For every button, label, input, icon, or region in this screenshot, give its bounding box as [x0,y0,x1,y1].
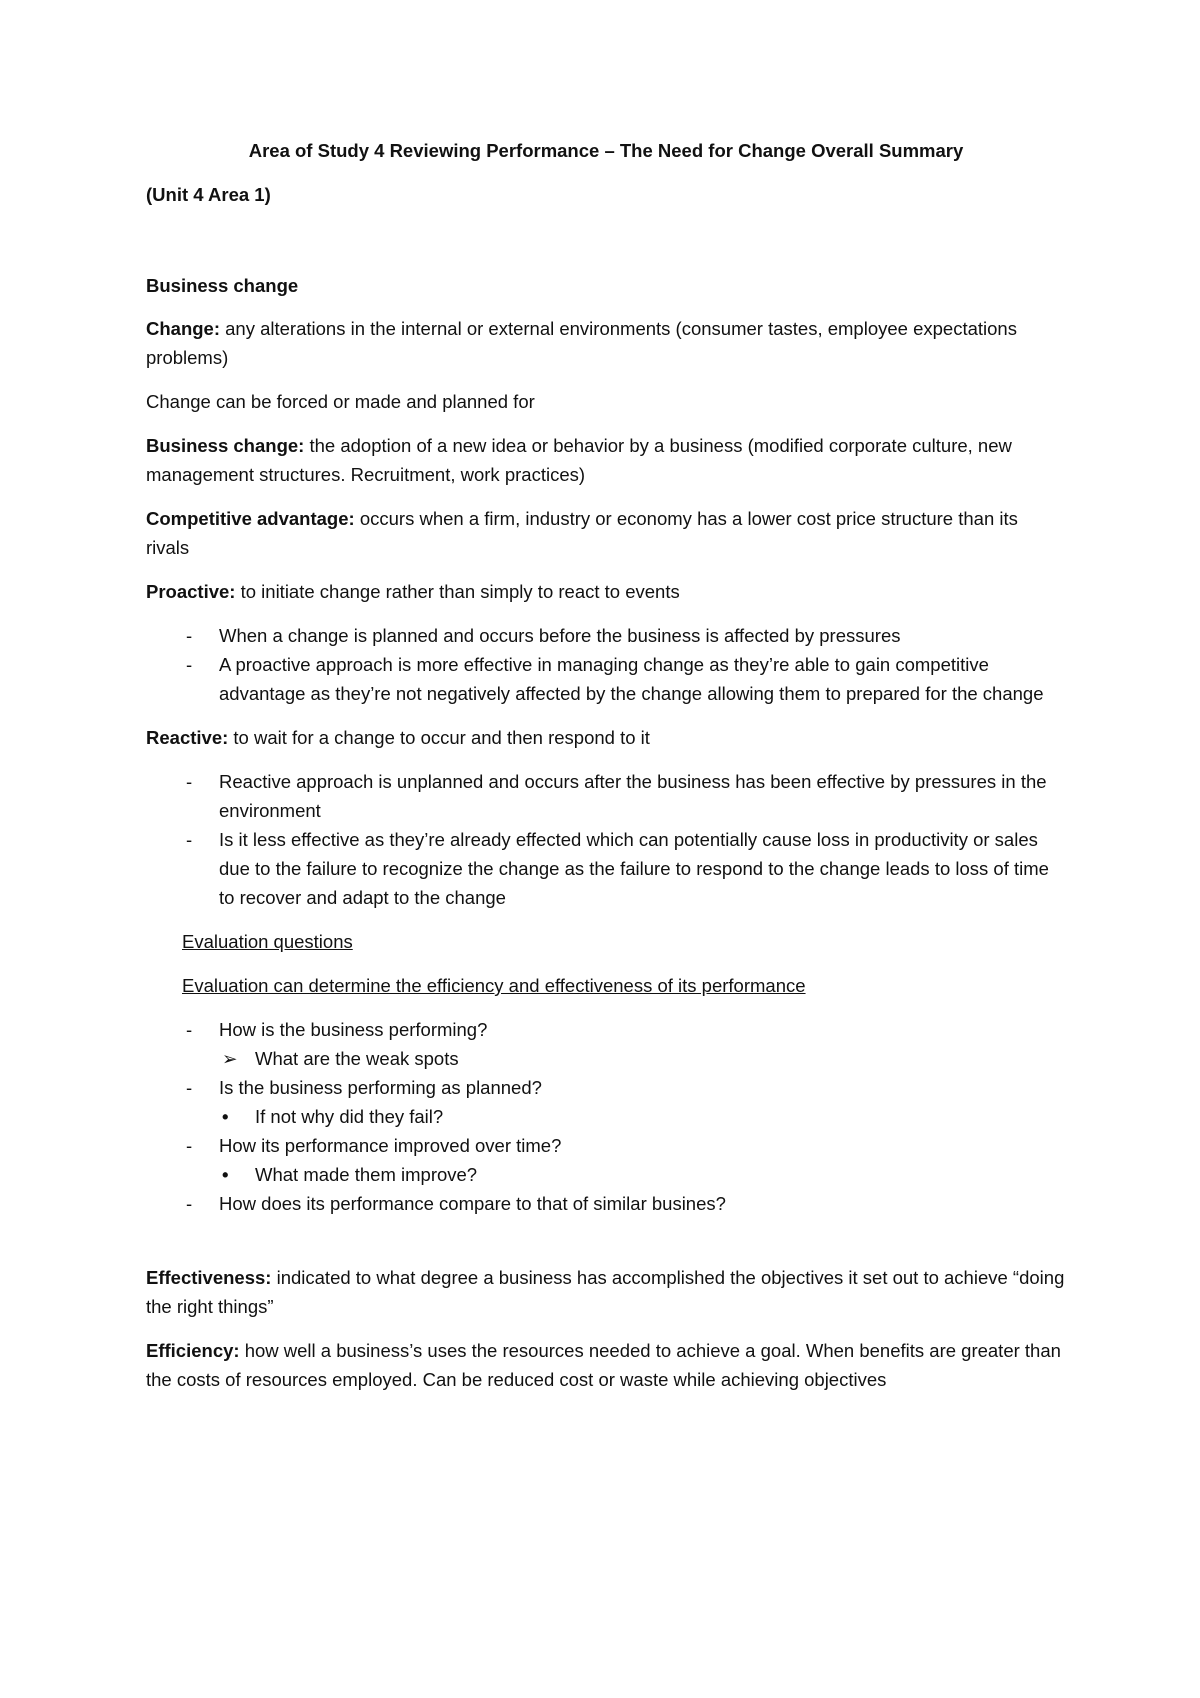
list-item-text: How is the business performing? [219,1019,488,1040]
definition-term: Reactive: [146,727,229,748]
reactive-definition [146,723,1066,752]
sub-list-item-text: What made them improve? [255,1164,478,1185]
document-title: Area of Study 4 Reviewing Performance – The Need for Change Overall Summary [248,140,964,161]
list-item-text: Is it less effective as they’re already effected which can potentially cause loss in productivity or sales due to the failure to recognize the change as the failure to respond to the change leads to loss of time to recover and adapt to the change [219,829,1049,908]
proactive-list [146,621,1066,708]
reactive-list [146,767,1066,912]
evaluation-heading: Evaluation questions [182,931,353,952]
list-item [146,1131,1066,1189]
change-definition [146,314,1066,372]
sub-list [219,1102,1066,1131]
definition-term: Effectiveness: [146,1267,272,1288]
definition-text: to wait for a change to occur and then respond to it [228,727,650,748]
definition-term: Business change: [146,435,305,456]
definition-term: Proactive: [146,581,236,602]
list-item-text: How does its performance compare to that of similar busines? [219,1193,726,1214]
dash-marker: - [186,1193,193,1214]
sub-list-item [219,1102,1066,1131]
dash-marker: - [186,654,193,675]
list-item [146,1015,1066,1073]
sub-list [219,1044,1066,1073]
definition-text: the adoption of a new idea or behavior by a business (modified corporate culture, new management structures. Recruitment, work practices) [146,435,1012,485]
sub-list-item [219,1160,1066,1189]
sub-list-item [219,1044,1066,1073]
sub-list-item-text: If not why did they fail? [255,1106,444,1127]
definition-text: any alterations in the internal or external environments (consumer tastes, employee expectations problems) [146,318,1017,368]
list-item [146,650,1066,708]
definition-text: to initiate change rather than simply to react to events [235,581,680,602]
dash-marker: - [186,829,193,850]
arrow-bullet-icon: ➢ [222,1048,238,1069]
list-item-text: How its performance improved over time? [219,1135,562,1156]
bullet-icon: • [222,1164,229,1185]
definition-term: Efficiency: [146,1340,240,1361]
document-body [146,136,1066,1409]
list-item-text: Is the business performing as planned? [219,1077,542,1098]
proactive-definition [146,577,1066,606]
dash-marker: - [186,625,193,646]
definition-text: indicated to what degree a business has accomplished the objectives it set out to achieve “doing the right things” [146,1267,1065,1317]
list-item [146,1189,1066,1218]
effectiveness-definition [146,1263,1066,1321]
section-heading: Business change [146,275,299,296]
definition-term: Competitive advantage: [146,508,355,529]
list-item [146,621,1066,650]
sub-list-item-text: What are the weak spots [255,1048,459,1069]
blank-line [146,1233,1066,1263]
dash-marker: - [186,1135,193,1156]
evaluation-question-list [146,1015,1066,1218]
business-change-definition [146,431,1066,489]
efficiency-definition [146,1336,1066,1394]
list-item-text: A proactive approach is more effective in managing change as they’re able to gain competitive advantage as they’re not negatively affected by the change allowing them to prepared for the change [219,654,1044,704]
competitive-advantage-definition [146,504,1066,562]
dash-marker: - [186,1077,193,1098]
list-item [146,825,1066,912]
definition-text: occurs when a firm, industry or economy has a lower cost price structure than its rivals [146,508,1018,558]
list-item-text: Reactive approach is unplanned and occurs after the business has been effective by pressures in the environment [219,771,1047,821]
list-item-text: When a change is planned and occurs before the business is affected by pressures [219,625,901,646]
dash-marker: - [186,771,193,792]
document-subtitle: (Unit 4 Area 1) [146,184,271,205]
sub-list [219,1160,1066,1189]
dash-marker: - [186,1019,193,1040]
list-item [146,1073,1066,1131]
definition-term: Change: [146,318,220,339]
definition-text: how well a business’s uses the resources needed to achieve a goal. When benefits are greater than the costs of resources employed. Can be reduced cost or waste while achieving objectives [146,1340,1061,1390]
evaluation-statement: Evaluation can determine the efficiency and effectiveness of its performance [182,975,806,996]
bullet-icon: • [222,1106,229,1127]
list-item [146,767,1066,825]
change-note: Change can be forced or made and planned for [146,391,535,412]
